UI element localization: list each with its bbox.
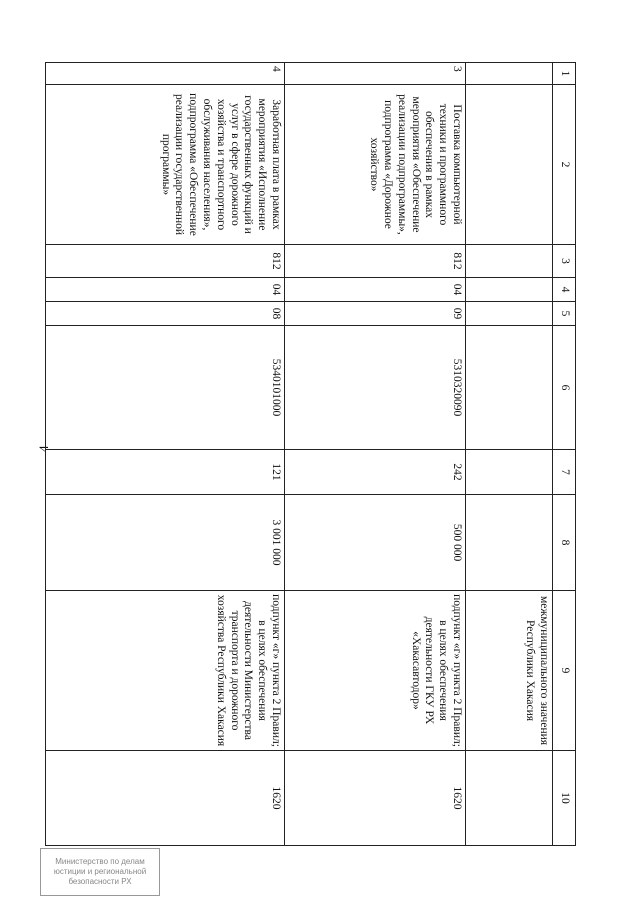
table-cell [466,751,553,846]
row-number-cell: 3 [285,63,466,85]
header-cell: 2 [553,85,576,245]
section-cell: 04 [46,278,285,302]
header-cell: 10 [553,751,576,846]
page-number: 4 [36,445,51,452]
subsection-cell: 08 [46,302,285,326]
stamp-line: безопасности РХ [68,877,132,886]
continuation-basis-cell: межмуниципального значения Республики Хакасия [466,591,553,751]
table-cell [466,326,553,450]
registration-stamp [40,848,160,896]
header-cell: 8 [553,495,576,591]
description-cell: Поставка компьютерной техники и программного обеспечения в рамках мероприятия «Обеспечение реализации подпрограммы», подпрограмма «Дорожное хозяйство» [285,85,466,245]
table-row [46,63,285,846]
stamp-line: юстиции и региональной [53,867,147,876]
table-cell [466,495,553,591]
table-cell [466,245,553,278]
expense-type-cell: 121 [46,450,285,495]
header-cell: 7 [553,450,576,495]
header-cell: 9 [553,591,576,751]
header-cell: 5 [553,302,576,326]
header-cell: 4 [553,278,576,302]
basis-cell: подпункт «г» пункта 2 Правил; в целях обеспечения деятельности Министерства транспорта и дорожного хозяйства Республики Хакасия [46,591,285,751]
basis-cell: подпункт «г» пункта 2 Правил; в целях обеспечения деятельности ГКУ РХ «Хакасавтодор» [285,591,466,751]
table-cell [466,450,553,495]
header-cell: 1 [553,63,576,85]
section-cell: 04 [285,278,466,302]
amount-cell: 3 001 000 [46,495,285,591]
header-row [553,63,576,846]
table-cell [466,85,553,245]
continuation-row [466,63,553,846]
table-row [285,63,466,846]
target-article-cell: 5340101000 [46,326,285,450]
code-10-cell: 1620 [285,751,466,846]
header-cell: 6 [553,326,576,450]
table-cell [466,278,553,302]
document-sheet [62,62,576,845]
budget-table [45,62,576,846]
amount-cell: 500 000 [285,495,466,591]
code-cell: 812 [285,245,466,278]
expense-type-cell: 242 [285,450,466,495]
target-article-cell: 5310320090 [285,326,466,450]
code-cell: 812 [46,245,285,278]
table-cell [466,302,553,326]
subsection-cell: 09 [285,302,466,326]
header-cell: 3 [553,245,576,278]
description-cell: Заработная плата в рамках мероприятия «Исполнение государственных функций и услуг в сфере дорожного хозяйства и транспортного обслуживания населения», подпрограмма «Обеспечение реализации государственной программы» [46,85,285,245]
table-cell [466,63,553,85]
row-number-cell: 4 [46,63,285,85]
code-10-cell: 1620 [46,751,285,846]
stamp-line: Министерство по делам [55,857,145,866]
